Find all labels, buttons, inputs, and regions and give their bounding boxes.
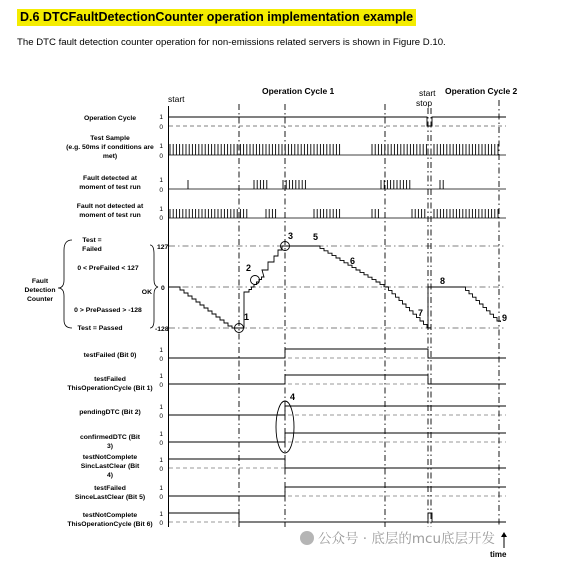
cycle-1-label: Operation Cycle 1 <box>262 86 335 96</box>
row-label-fault-detected: Fault detected at <box>82 175 138 182</box>
bit-row-trace <box>169 375 506 384</box>
row-label-tfotoc: testFailed <box>94 376 126 383</box>
wechat-icon <box>300 531 314 545</box>
bit-one-label: 1 <box>159 143 163 150</box>
row-label-test-sample: Test Sample <box>90 135 130 142</box>
fault-detected-pulses <box>188 180 443 189</box>
bit-zero-label: 0 <box>159 356 163 363</box>
counter-range-brace <box>150 245 158 328</box>
row-label-tnctoc-2: ThisOperationCycle (Bit 6) <box>67 521 153 528</box>
bit-one-label: 1 <box>159 114 163 121</box>
bit-row-trace <box>169 406 506 415</box>
row-label-tncslc-3: 4) <box>106 472 114 479</box>
fault-not-detected-pulses <box>170 209 498 218</box>
ok-label: OK <box>141 289 152 296</box>
marker-label: 1 <box>244 312 250 322</box>
counter-group-brace <box>58 240 72 328</box>
bit-one-label: 1 <box>159 206 163 213</box>
bit-one-label: 1 <box>159 511 163 518</box>
counter-zero-label: 0 <box>161 285 165 292</box>
bit-zero-label: 0 <box>159 187 163 194</box>
cycle-2-label: Operation Cycle 2 <box>445 86 518 96</box>
bit-row-trace <box>169 487 506 496</box>
bit-row-trace <box>169 513 506 522</box>
bit-one-label: 1 <box>159 177 163 184</box>
row-label-tfslc-2: SinceLastClear (Bit 5) <box>74 494 146 501</box>
start-stop-label-start: start <box>419 88 436 98</box>
bit-row-trace <box>169 349 506 358</box>
row-label-tncslc-2: SincLastClear (Bit <box>80 463 140 470</box>
phase-divider-lines <box>239 100 499 527</box>
bit-zero-label: 0 <box>159 413 163 420</box>
watermark-text: 公众号 · 底层的mcu底层开发 <box>318 531 496 547</box>
bit-row-trace <box>169 433 506 442</box>
test-failed-label-2: Failed <box>82 246 102 253</box>
test-sample-pulses <box>170 144 498 155</box>
row-label-tfslc: testFailed <box>94 485 126 492</box>
start-stop-label-stop: stop <box>416 98 433 108</box>
bit-zero-label: 0 <box>159 382 163 389</box>
bit-one-label: 1 <box>159 431 163 438</box>
section-heading: D.6 DTCFaultDetectionCounter operation implementation example <box>17 9 416 26</box>
bit-one-label: 1 <box>159 347 163 354</box>
row-label-fault-not-detected: Fault not detected at <box>76 203 144 210</box>
bit-zero-label: 0 <box>159 494 163 501</box>
marker-label: 6 <box>350 256 356 266</box>
status-bit-rows <box>67 347 506 528</box>
test-passed-label: Test = Passed <box>77 325 123 332</box>
bit-zero-label: 0 <box>159 124 163 131</box>
row-label-tnctoc: testNotComplete <box>82 512 138 519</box>
bit-zero-label: 0 <box>159 520 163 527</box>
counter-min-label: -128 <box>155 326 169 333</box>
bit-zero-label: 0 <box>159 215 163 222</box>
marker-label: 8 <box>440 276 446 286</box>
row-label-test-sample-3: met) <box>102 153 118 160</box>
row-label-fault-detected-2: moment of test run <box>79 184 141 191</box>
row-label-pending: pendingDTC (Bit 2) <box>79 409 141 416</box>
marker-label: 9 <box>502 313 508 323</box>
row-label-test-failed-bit0: testFailed (Bit 0) <box>83 352 137 359</box>
counter-group-label-2: Detection <box>24 287 56 294</box>
start-label: start <box>168 94 185 104</box>
counter-group-label-1: Fault <box>31 278 49 285</box>
intro-paragraph: The DTC fault detection counter operation for non-emissions related servers is shown in Figure D.10. <box>17 37 446 48</box>
row-label-test-sample-2: (e.g. 50ms if conditions are <box>66 144 154 151</box>
watermark <box>300 527 495 547</box>
row-label-confirmed: confirmedDTC (Bit <box>79 434 141 441</box>
test-failed-label: Test = <box>82 237 102 244</box>
bit-one-label: 1 <box>159 404 163 411</box>
marker-label: 3 <box>288 231 294 241</box>
prepassed-label: 0 > PrePassed > -128 <box>74 307 142 314</box>
row-label-tfotoc-2: ThisOperationCycle (Bit 1) <box>67 385 153 392</box>
marker-circle <box>251 276 260 285</box>
bit-one-label: 1 <box>159 373 163 380</box>
operation-cycle-trace <box>169 117 506 126</box>
bit-row-trace <box>169 459 506 468</box>
counter-group-label-3: Counter <box>26 296 54 303</box>
bit-one-label: 1 <box>159 485 163 492</box>
time-arrow-icon <box>501 532 507 537</box>
row-label-confirmed-2: 3) <box>106 443 114 450</box>
marker-label: 5 <box>313 232 319 242</box>
marker-label: 7 <box>418 308 424 318</box>
marker-label: 4 <box>290 392 296 402</box>
row-label-fault-not-detected-2: moment of test run <box>79 212 141 219</box>
bit-zero-label: 0 <box>159 466 163 473</box>
prefailed-label: 0 < PreFailed < 127 <box>77 265 139 272</box>
marker-label: 2 <box>246 263 252 273</box>
time-label: time <box>490 550 507 559</box>
row-label-tncslc: testNotComplete <box>82 454 138 461</box>
counter-max-label: 127 <box>157 244 169 251</box>
bit-zero-label: 0 <box>159 440 163 447</box>
row-label-operation-cycle: Operation Cycle <box>83 115 137 122</box>
bit-one-label: 1 <box>159 457 163 464</box>
bit-zero-label: 0 <box>159 153 163 160</box>
